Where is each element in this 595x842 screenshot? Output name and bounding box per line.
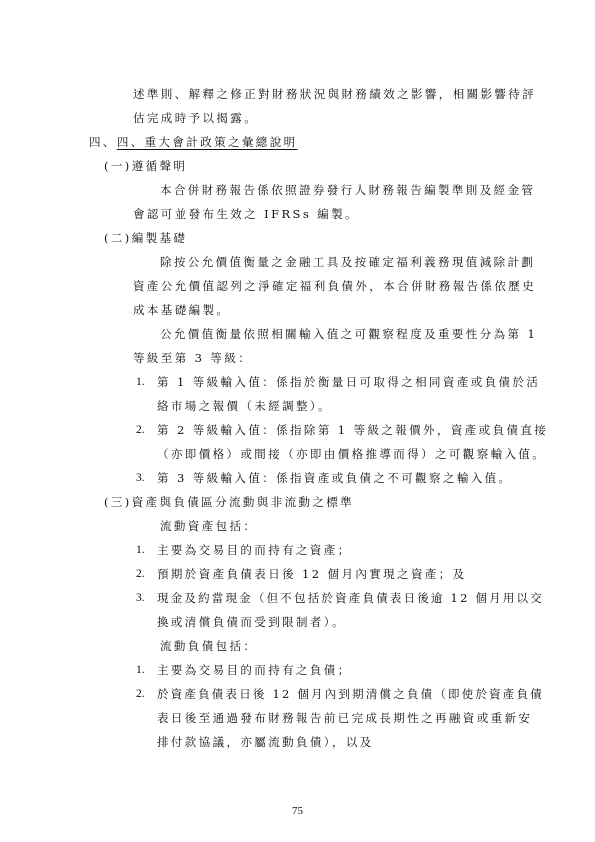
subsection-label: (三) [104,495,132,509]
list-item-text: 換或清償負債而受到限制者）。 [157,615,346,629]
list-item-number: 3. [136,472,145,484]
list-item-number: 2. [136,688,145,700]
paragraph-line: 資產公允價值認列之淨確定福利負債外，本合併財務報告係依歷史 [133,279,537,293]
paragraph-line: 等級至第 3 等級： [133,351,253,365]
subsection-heading [104,494,354,510]
list-item-number: 3. [136,592,145,604]
list-item-number: 1. [136,544,145,556]
subsection-title: 編製基礎 [131,231,188,245]
section-heading [89,134,298,150]
list-item-text: 絡市場之報價（未經調整）。 [157,399,332,413]
subsection-label: (二) [104,231,132,245]
paragraph-line: 估完成時予以揭露。 [133,111,259,125]
subsection-title: 遵循聲明 [131,159,188,173]
paragraph-line: 流動負債包括： [160,639,258,653]
list-item-text: （亦即價格）或間接（亦即由價格推導而得）之可觀察輸入值。 [157,447,547,461]
subsection-heading [104,158,187,174]
list-item-text: 主要為交易目的而持有之負債； [157,663,352,677]
list-item-text: 於資產負債表日後 12 個月內到期清償之負債（即使於資產負債 [157,687,544,701]
list-item-number: 2. [136,568,145,580]
list-item-number: 2. [136,424,145,436]
list-item-text: 預期於資產負債表日後 12 個月內實現之資產；及 [157,567,467,581]
list-item-number: 1. [136,376,145,388]
list-item-text: 第 3 等級輸入值：係指資產或負債之不可觀察之輸入值。 [157,471,513,485]
page-number: 75 [292,805,303,817]
list-item-number: 1. [136,664,145,676]
subsection-title: 資產與負債區分流動與非流動之標準 [131,495,355,509]
subsection-label: (一) [104,159,132,173]
paragraph-line: 述準則、解釋之修正對財務狀況與財務績效之影響，相關影響待評 [133,87,537,101]
section-title: 四、重大會計政策之彙總說明 [116,135,298,149]
list-item-text: 第 1 等級輸入值：係指於衡量日可取得之相同資產或負債於活 [157,375,541,389]
paragraph-line: 流動資產包括： [160,519,258,533]
list-item-text: 表日後至通過發布財務報告前已完成長期性之再融資或重新安 [157,711,533,725]
list-item-text: 現金及約當現金（但不包括於資產負債表日後逾 12 個月用以交 [157,591,544,605]
paragraph-line: 除按公允價值衡量之金融工具及按確定福利義務現值減除計劃 [160,255,536,269]
paragraph-line: 會認可並發布生效之 IFRSs 編製。 [133,207,359,221]
paragraph-line: 成本基礎編製。 [133,303,231,317]
subsection-heading [104,230,187,246]
list-item-text: 排付款協議，亦屬流動負債），以及 [157,735,374,749]
list-item-text: 主要為交易目的而持有之資產； [157,543,352,557]
list-item-text: 第 2 等級輸入值：係指除第 1 等級之報價外，資產或負債直接 [157,423,549,437]
paragraph-line: 本合併財務報告係依照證券發行人財務報告編製準則及經金管 [160,183,536,197]
section-number: 四、 [89,135,117,149]
paragraph-line: 公允價值衡量依照相關輸入值之可觀察程度及重要性分為第 1 [160,327,538,341]
